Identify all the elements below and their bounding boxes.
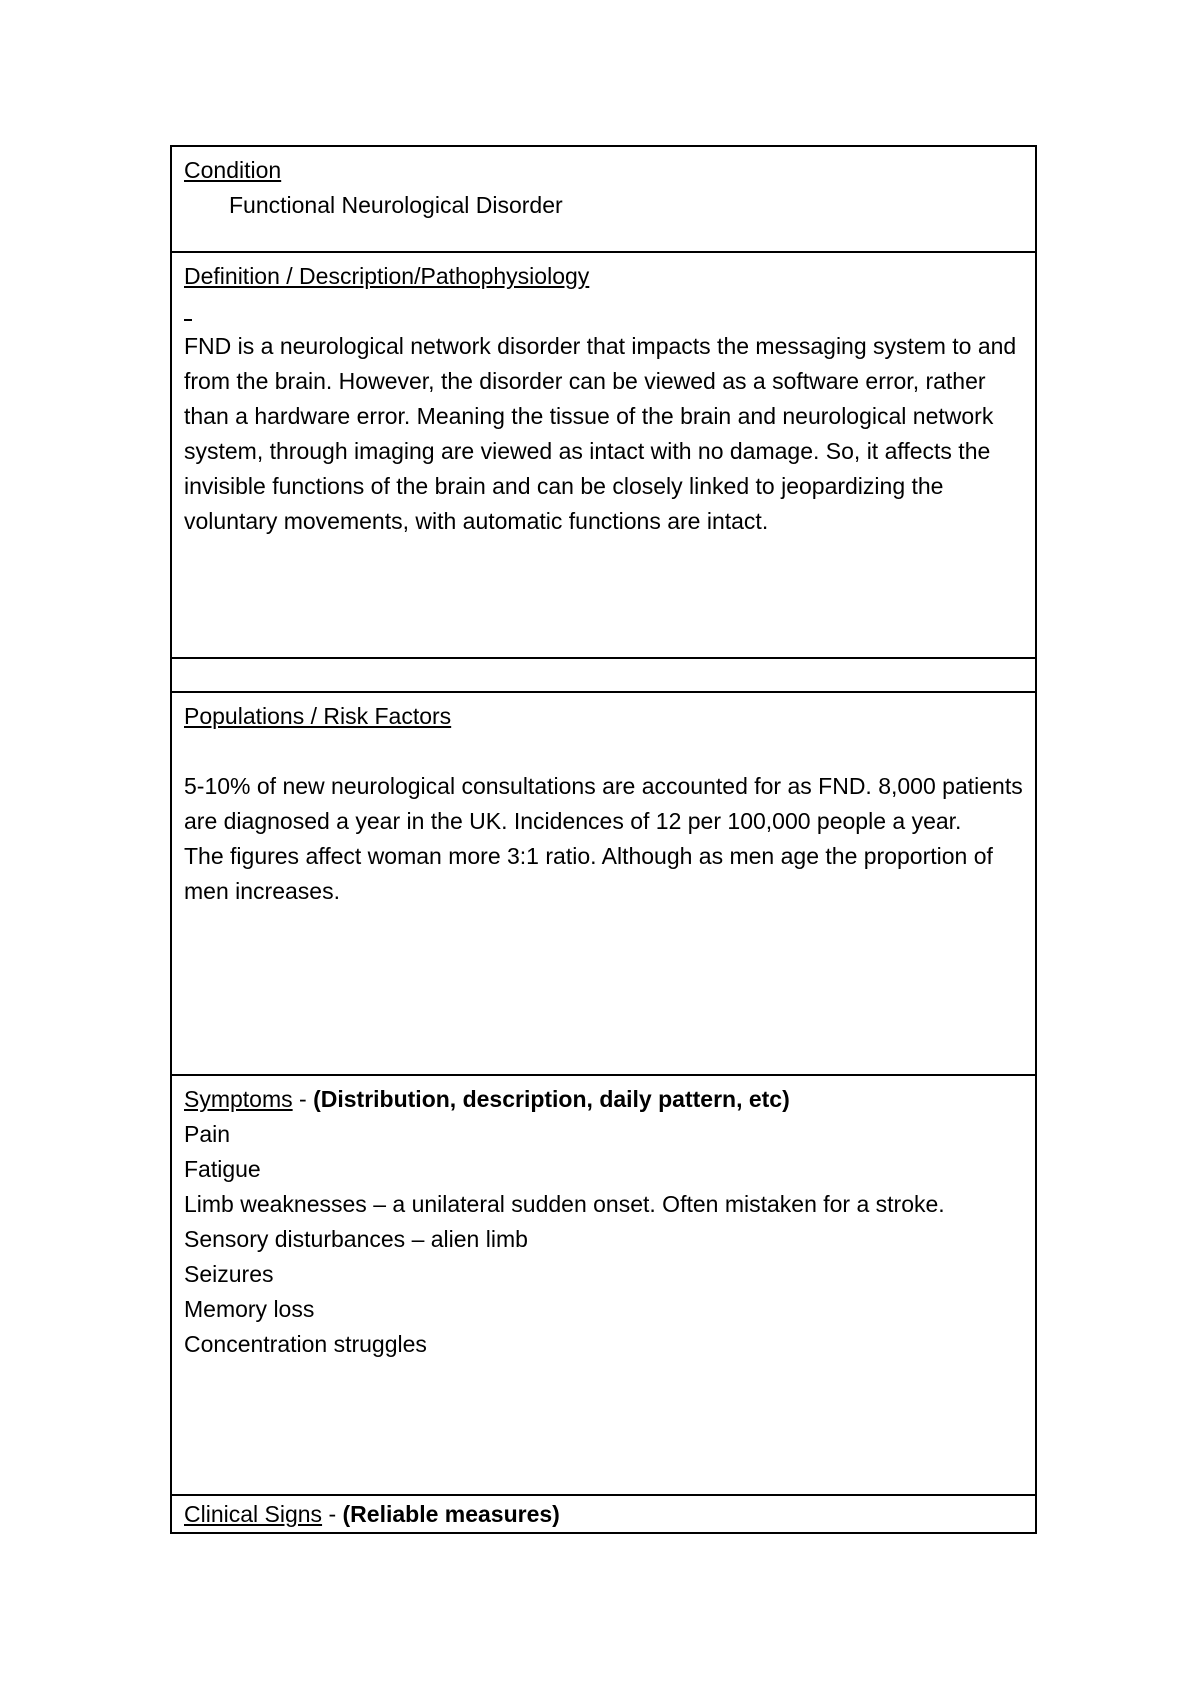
- clinical-signs-qualifier: (Reliable measures): [342, 1501, 560, 1527]
- symptom-item: Fatigue: [184, 1156, 261, 1182]
- dash-mark: [184, 319, 192, 321]
- condition-value: Functional Neurological Disorder: [229, 192, 563, 218]
- symptom-item: Pain: [184, 1121, 231, 1147]
- empty-bullet-line: [184, 294, 1023, 329]
- condition-heading: Condition: [184, 157, 282, 183]
- symptoms-section: [172, 1076, 1035, 1496]
- symptoms-separator: -: [292, 1086, 314, 1112]
- definition-heading: Definition / Description/Pathophysiology: [184, 263, 590, 289]
- clinical-signs-heading: Clinical Signs: [184, 1501, 323, 1527]
- empty-row: [172, 659, 1035, 693]
- blank-line: [184, 734, 1023, 769]
- populations-heading: Populations / Risk Factors: [184, 703, 452, 729]
- symptom-item: Concentration struggles: [184, 1331, 427, 1357]
- condition-section: [172, 147, 1035, 253]
- symptom-item: Seizures: [184, 1261, 274, 1287]
- symptom-item: Sensory disturbances – alien limb: [184, 1226, 528, 1252]
- symptoms-list: [184, 1117, 1023, 1362]
- symptoms-qualifier: (Distribution, description, daily pattern, etc): [313, 1086, 790, 1112]
- clinical-signs-section: [172, 1496, 1035, 1532]
- symptoms-heading: Symptoms: [184, 1086, 293, 1112]
- populations-paragraph-2: The figures affect woman more 3:1 ratio. Although as men age the proportion of men increases.: [184, 843, 993, 904]
- symptoms-heading-line: [184, 1082, 1023, 1117]
- populations-section: [172, 693, 1035, 1076]
- definition-text: FND is a neurological network disorder that impacts the messaging system to and from the brain. However, the disorder can be viewed as a software error, rather than a hardware error. Meaning the tissue of the brain and neurological network system, through imaging are viewed as intact with no damage. So, it affects the invisible functions of the brain and can be closely linked to jeopardizing the voluntary movements, with automatic functions are intact.: [184, 333, 1017, 534]
- condition-form-table: [170, 145, 1037, 1534]
- populations-paragraph-1: 5-10% of new neurological consultations are accounted for as FND. 8,000 patients are diagnosed a year in the UK. Incidences of 12 per 100,000 people a year.: [184, 773, 1023, 834]
- definition-section: [172, 253, 1035, 659]
- symptom-item: Limb weaknesses – a unilateral sudden onset. Often mistaken for a stroke.: [184, 1191, 945, 1217]
- clinical-signs-separator: -: [322, 1501, 343, 1527]
- symptom-item: Memory loss: [184, 1296, 315, 1322]
